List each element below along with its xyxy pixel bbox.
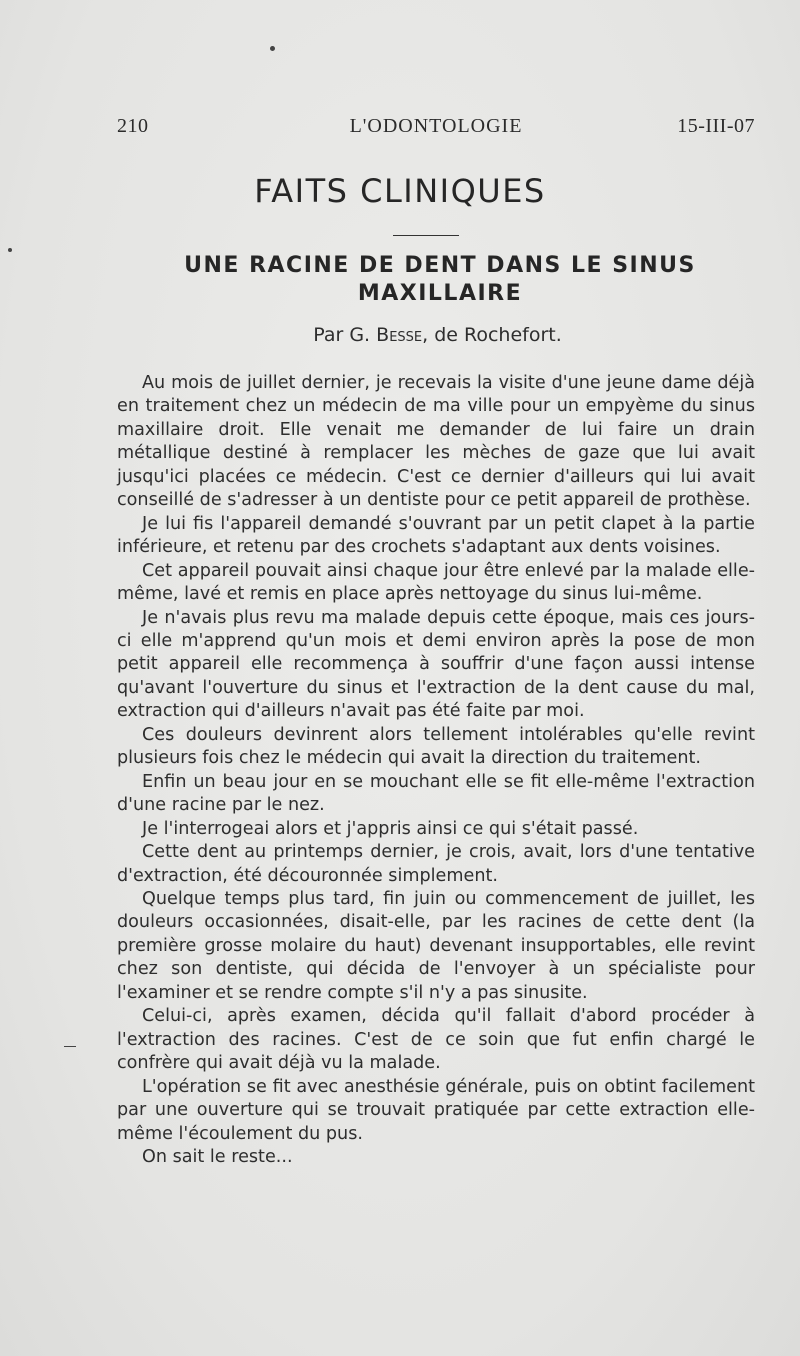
- article-title-line: UNE RACINE DE DENT DANS LE SINUS: [184, 253, 696, 278]
- margin-dash-mark: [64, 1046, 76, 1047]
- issue-date: 15-III-07: [677, 115, 755, 137]
- byline: [120, 324, 755, 346]
- body-paragraph: Je lui fis l'appareil demandé s'ouvrant par un petit clapet à la partie inférieure, et retenu par des crochets s'adaptant aux dents voisines.: [117, 513, 755, 558]
- running-head: [117, 115, 755, 143]
- ink-dot-mark: [270, 46, 275, 51]
- byline-suffix: , de Rochefort.: [422, 324, 562, 346]
- page-number: 210: [117, 115, 149, 137]
- body-paragraph: Celui-ci, après examen, décida qu'il fallait d'abord procéder à l'extraction des racines. C'est de ce soin que fut enfin chargé le confrère qui avait déjà vu la malade.: [117, 1006, 755, 1074]
- title-divider: [393, 235, 459, 236]
- body-paragraph: Cet appareil pouvait ainsi chaque jour être enlevé par la malade elle-même, lavé et remis en place après nettoyage du sinus lui-même.: [117, 560, 755, 605]
- body-paragraph: L'opération se fit avec anesthésie générale, puis on obtint facilement par une ouverture qui se trouvait pratiquée par cette extraction elle-même l'écoulement du pus.: [117, 1076, 755, 1144]
- byline-author: Besse: [376, 324, 423, 346]
- article-title-line: MAXILLAIRE: [357, 281, 523, 306]
- body-paragraph: On sait le reste...: [142, 1146, 293, 1167]
- body-paragraph: Je n'avais plus revu ma malade depuis cette époque, mais ces jours-ci elle m'apprend qu'un mois et demi environ après la pose de mon petit appareil elle recommença à souffrir d'une façon aussi intense qu'avant l'ouverture du sinus et l'extraction de la dent cause du mal, extraction qui d'ailleurs n'avait pas été faite par moi.: [117, 607, 755, 722]
- journal-name: L'ODONTOLOGIE: [349, 115, 523, 137]
- body-paragraph: Cette dent au printemps dernier, je crois, avait, lors d'une tentative d'extraction, été découronnée simplement.: [117, 842, 755, 886]
- body-paragraph: Quelque temps plus tard, fin juin ou commencement de juillet, les douleurs occasionnées, disait-elle, par les racines de cette dent (la première grosse molaire du haut) devenant insupportables, elle revint chez son dentiste, qui décida de l'envoyer à un spécialiste pour l'examiner et se rendre compte s'il n'y a pas sinusite.: [117, 888, 755, 1003]
- byline-prefix: Par G.: [313, 324, 371, 346]
- body-paragraph: Enfin un beau jour en se mouchant elle se fit elle-même l'extraction d'une racine par le nez.: [117, 771, 755, 816]
- article-title: [120, 252, 760, 308]
- section-title: FAITS CLINIQUES: [254, 172, 546, 210]
- body-paragraph: Je l'interrogeai alors et j'appris ainsi ce qui s'était passé.: [142, 818, 639, 839]
- body-paragraph: Ces douleurs devinrent alors tellement intolérables qu'elle revint plusieurs fois chez le médecin qui avait la direction du traitement.: [117, 724, 755, 769]
- body-paragraph: Au mois de juillet dernier, je recevais la visite d'une jeune dame déjà en traitement chez un médecin de ma ville pour un empyème du sinus maxillaire droit. Elle venait me demander de lui faire un drain métallique destiné à remplacer les mèches de gaze que lui avait jusqu'ici placées ce médecin. C'est ce dernier d'ailleurs qui lui avait conseillé de s'adresser à un dentiste pour ce petit appareil de prothèse.: [117, 373, 755, 511]
- ink-dot-mark: [8, 248, 12, 252]
- article-body: [117, 372, 755, 1169]
